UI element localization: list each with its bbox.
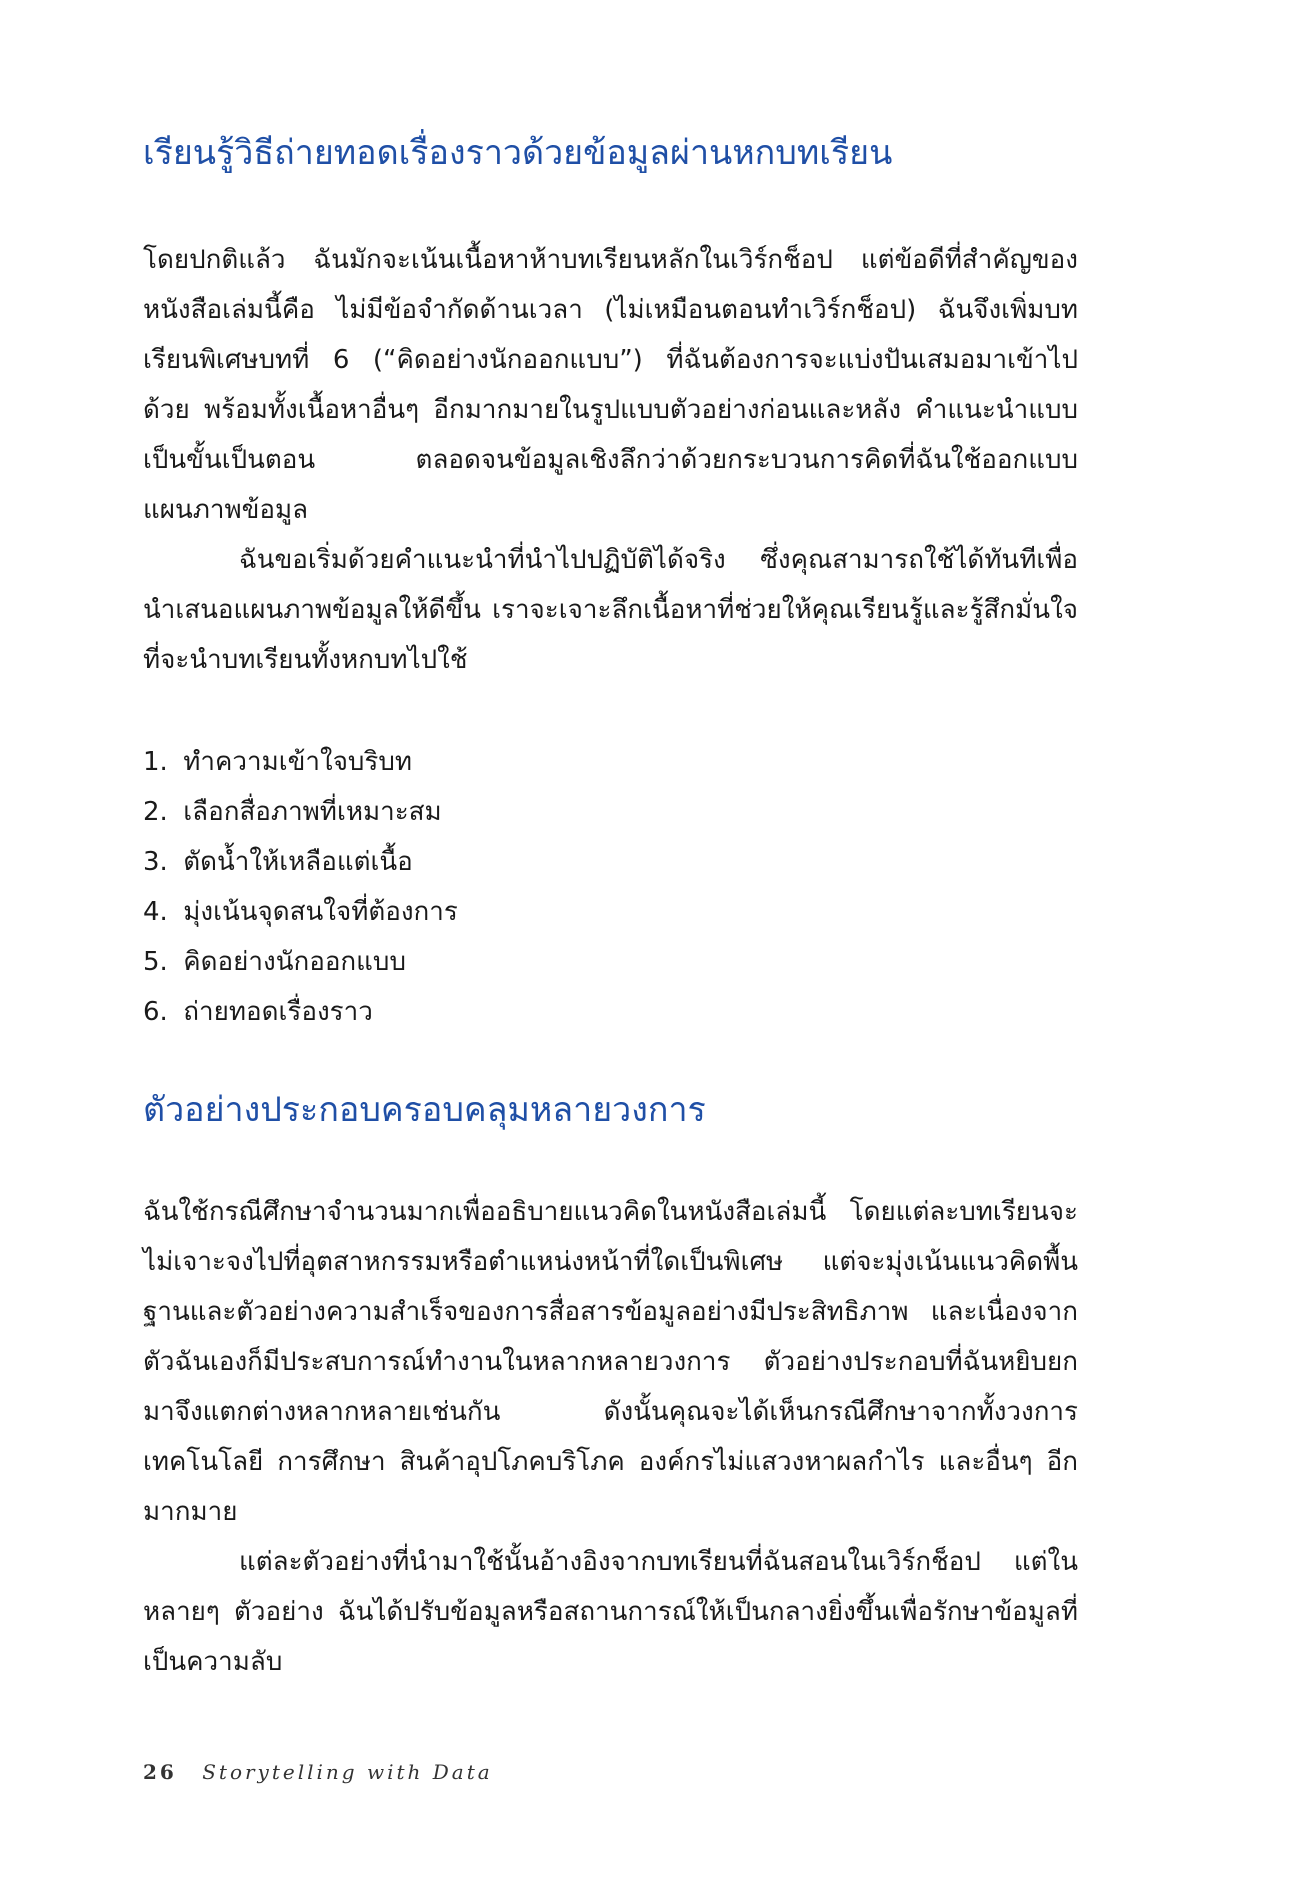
list-item-label: ทำความเข้าใจบริบท — [183, 747, 413, 777]
running-book-title: Storytelling with Data — [202, 1760, 493, 1784]
list-item-label: ตัดน้ำให้เหลือแต่เนื้อ — [183, 847, 413, 877]
section-heading-examples: ตัวอย่างประกอบครอบคลุมหลายวงการ — [143, 1090, 706, 1130]
list-item — [143, 937, 458, 987]
page-footer — [143, 1760, 493, 1784]
list-item — [143, 887, 458, 937]
list-item-label: ถ่ายทอดเรื่องราว — [183, 997, 373, 1027]
paragraph: ฉันขอเริ่มด้วยคำแนะนำที่นำไปปฏิบัติได้จริง ซึ่งคุณสามารถใช้ได้ทันทีเพื่อนำเสนอแผนภาพข้อมูลให้ดีขึ้น เราจะเจาะลึกเนื้อหาที่ช่วยให้คุณเรียนรู้และรู้สึกมั่นใจที่จะนำบทเรียนทั้งหกบทไปใช้ — [143, 545, 1078, 675]
list-item-label: มุ่งเน้นจุดสนใจที่ต้องการ — [183, 897, 458, 927]
list-item — [143, 787, 458, 837]
list-item — [143, 987, 458, 1037]
list-item — [143, 737, 458, 787]
list-item-number: 6. — [143, 997, 168, 1027]
list-item-number: 2. — [143, 797, 168, 827]
list-item-label: เลือกสื่อภาพที่เหมาะสม — [183, 797, 442, 827]
list-item-label: คิดอย่างนักออกแบบ — [183, 947, 406, 977]
paragraph: โดยปกติแล้ว ฉันมักจะเน้นเนื้อหาห้าบทเรียนหลักในเวิร์กช็อป แต่ข้อดีที่สำคัญของหนังสือเล่มนี้คือ ไม่มีข้อจำกัดด้านเวลา (ไม่เหมือนตอนทำเวิร์กช็อป) ฉันจึงเพิ่มบทเรียนพิเศษบทที่ 6 (“คิดอย่างนักออกแบบ”) ที่ฉันต้องการจะแบ่งปันเสมอมาเข้าไปด้วย พร้อมทั้งเนื้อหาอื่นๆ อีกมากมายในรูปแบบตัวอย่างก่อนและหลัง คำแนะนำแบบเป็นขั้นเป็นตอน ตลอดจนข้อมูลเชิงลึกว่าด้วยกระบวนการคิดที่ฉันใช้ออกแบบแผนภาพข้อมูล — [143, 245, 1078, 525]
paragraph: แต่ละตัวอย่างที่นำมาใช้นั้นอ้างอิงจากบทเรียนที่ฉันสอนในเวิร์กช็อป แต่ในหลายๆ ตัวอย่าง ฉันได้ปรับข้อมูลหรือสถานการณ์ให้เป็นกลางยิ่งขึ้นเพื่อรักษาข้อมูลที่เป็นความลับ — [143, 1547, 1078, 1677]
list-item-number: 3. — [143, 847, 168, 877]
section-heading-six-lessons: เรียนรู้วิธีถ่ายทอดเรื่องราวด้วยข้อมูลผ่านหกบทเรียน — [143, 133, 893, 173]
section-2-body — [143, 1187, 1078, 1687]
lesson-list — [143, 737, 458, 1037]
paragraph: ฉันใช้กรณีศึกษาจำนวนมากเพื่ออธิบายแนวคิดในหนังสือเล่มนี้ โดยแต่ละบทเรียนจะไม่เจาะจงไปที่อุตสาหกรรมหรือตำแหน่งหน้าที่ใดเป็นพิเศษ แต่จะมุ่งเน้นแนวคิดพื้นฐานและตัวอย่างความสำเร็จของการสื่อสารข้อมูลอย่างมีประสิทธิภาพ และเนื่องจากตัวฉันเองก็มีประสบการณ์ทำงานในหลากหลายวงการ ตัวอย่างประกอบที่ฉันหยิบยกมาจึงแตกต่างหลากหลายเช่นกัน ดังนั้นคุณจะได้เห็นกรณีศึกษาจากทั้งวงการเทคโนโลยี การศึกษา สินค้าอุปโภคบริโภค องค์กรไม่แสวงหาผลกำไร และอื่นๆ อีกมากมาย — [143, 1197, 1078, 1527]
page-number: 26 — [143, 1760, 177, 1784]
list-item-number: 1. — [143, 747, 168, 777]
list-item — [143, 837, 458, 887]
list-item-number: 5. — [143, 947, 168, 977]
section-1-body — [143, 235, 1078, 685]
list-item-number: 4. — [143, 897, 168, 927]
